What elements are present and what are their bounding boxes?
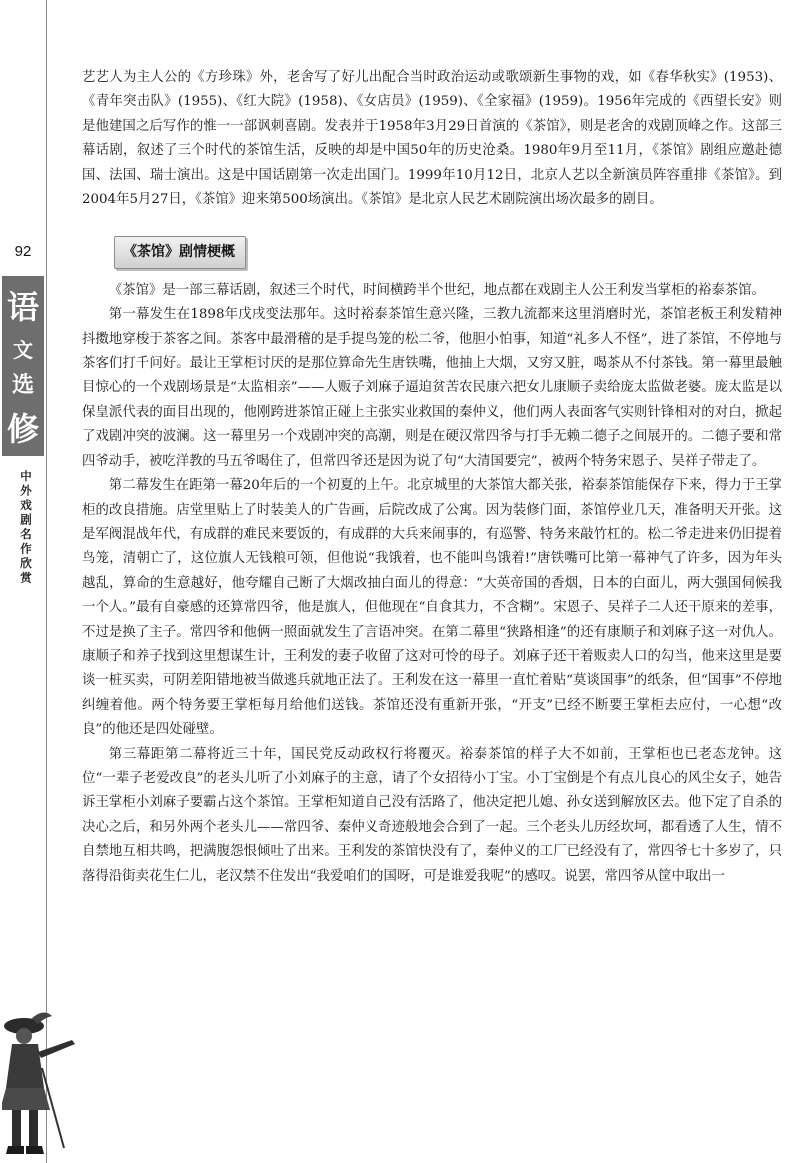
page-sidebar xyxy=(0,0,48,1163)
synopsis-paragraph-3: 第二幕发生在距第一幕20年后的一个初夏的上午。北京城里的大茶馆大都关张，裕泰茶馆能保存下来，得力于王掌柜的改良措施。店堂里贴上了时装美人的广告画，后院改成了公寓。因为装修门面，茶馆停业几天，准备明天开张。这是军阀混战年代，有成群的难民来要饭的，有成群的大兵来闹事的，有巡警、特务来敲竹杠的。松二爷走进来仍旧提着鸟笼，清朝亡了，这位旗人无钱粮可领，但他说“我饿着，也不能叫鸟饿着!”唐铁嘴可比第一幕神气了许多，因为年头越乱，算命的生意越好，他夸耀自己断了大烟改抽白面儿的得意：“大英帝国的香烟，日本的白面儿，两大强国伺候我一个人。”最有自豪感的还算常四爷，他是旗人，但他现在“自食其力，不含糊”。宋恩子、吴祥子二人还干原来的差事，不过是换了主子。常四爷和他俩一照面就发生了言语冲突。在第二幕里“狭路相逢”的还有康顺子和刘麻子这一对仇人。康顺子和养子找到这里想谋生计，王利发的妻子收留了这对可怜的母子。刘麻子还干着贩卖人口的勾当，他来这里是要谈一桩买卖，可阴差阳错地被当做逃兵就地正法了。王利发在这一幕里一直忙着贴“莫谈国事”的纸条，但“国事”不停地纠缠着他。两个特务要王掌柜每月给他们送钱。茶馆还没有重新开张，“开支”已经不断要王掌柜去应付，一心想“改良”的他还是四处碰壁。 xyxy=(82,478,782,738)
page-content xyxy=(82,66,782,889)
musketeer-figure-illustration xyxy=(2,1008,82,1160)
series-title-block xyxy=(2,276,44,456)
synopsis-paragraph-4: 第三幕距第二幕将近三十年，国民党反动政权行将覆灭。裕泰茶馆的样子大不如前，王掌柜也已老态龙钟。这位“一辈子老爱改良”的老头儿听了小刘麻子的主意，请了个女招待小丁宝。小丁宝倒是个有点儿良心的风尘女子，她告诉王掌柜小刘麻子要霸占这个茶馆。王掌柜知道自己没有活路了，他决定把儿媳、孙女送到解放区去。他下定了自杀的决心之后，和另外两个老头儿——常四爷、秦仲义奇迹般地会合到了一起。三个老头儿历经坎坷，都看透了人生，情不自禁地互相共鸣，把满腹怨恨倾吐了出来。王利发的茶馆快没有了，秦仲义的工厂已经没有了，常四爷七十多岁了，只落得沿街卖花生仁儿，老汉禁不住发出“我爱咱们的国呀，可是谁爱我呢”的感叹。说罢，常四爷从筐中取出一 xyxy=(82,746,782,884)
synopsis-paragraph-1: 《茶馆》是一部三幕话剧，叙述三个时代，时间横跨半个世纪，地点都在戏剧主人公王利发当掌柜的裕泰茶馆。 xyxy=(108,282,765,298)
series-char-3: 选 xyxy=(11,372,34,398)
series-char-2: 文 xyxy=(13,338,33,362)
intro-paragraph: 艺艺人为主人公的《方珍珠》外，老舍写了好儿出配合当时政治运动或歌颂新生事物的戏，如《春华秋实》(1953)、《青年突击队》(1955)、《红大院》(1958)、《女店员》(1959)、《全家福》(1959)。1956年完成的《西望长安》则是他建国之后写作的惟一一部讽刺喜剧。发表并于1958年3月29日首演的《茶馆》，则是老舍的戏剧顶峰之作。这部三幕话剧，叙述了三个时代的茶馆生活，反映的却是中国50年的历史沧桑。1980年9月至11月，《茶馆》剧组应邀赴德国、法国、瑞士演出。这是中国话剧第一次走出国门。1999年10月12日，北京人艺以全新演员阵容重排《茶馆》。到2004年5月27日，《茶馆》迎来第500场演出。《茶馆》是北京人民艺术剧院演出场次最多的剧目。 xyxy=(82,70,782,208)
sidebar-rule xyxy=(46,0,47,1163)
page-number: 92 xyxy=(14,243,32,260)
synopsis-paragraph-2: 第一幕发生在1898年戊戌变法那年。这时裕泰茶馆生意兴隆，三教九流都来这里消磨时光，茶馆老板王利发精神抖擞地穿梭于茶客之间。茶客中最滑稽的是手提鸟笼的松二爷，他胆小怕事，知道“礼多人不怪”，进了茶馆，不停地与茶客们打千问好。最让王掌柜讨厌的是那位算命先生唐铁嘴，他抽上大烟，又穷又脏，喝茶从不付茶钱。第一幕里最触目惊心的一个戏剧场景是“太监相亲”——人贩子刘麻子逼迫贫苦农民康六把女儿康顺子卖给庞太监做老婆。庞太监是以保皇派代表的面目出现的，他刚跨进茶馆正碰上主张实业救国的秦仲义，他们两人表面客气实则针锋相对的对白，掀起了戏剧冲突的波澜。这一幕里另一个戏剧冲突的高潮，则是在硬汉常四爷与打手无赖二德子之间展开的。二德子要和常四爷动手，被吃洋教的马五爷喝住了，但常四爷还是因为说了句“大清国要完”，被两个特务宋恩子、吴祥子带走了。 xyxy=(82,307,782,469)
volume-title: 中外戏剧名作欣赏 xyxy=(19,470,33,586)
series-char-1: 语 xyxy=(6,288,39,326)
section-heading: 《茶馆》剧情梗概 xyxy=(114,236,246,268)
series-char-4: 修 xyxy=(6,410,39,448)
